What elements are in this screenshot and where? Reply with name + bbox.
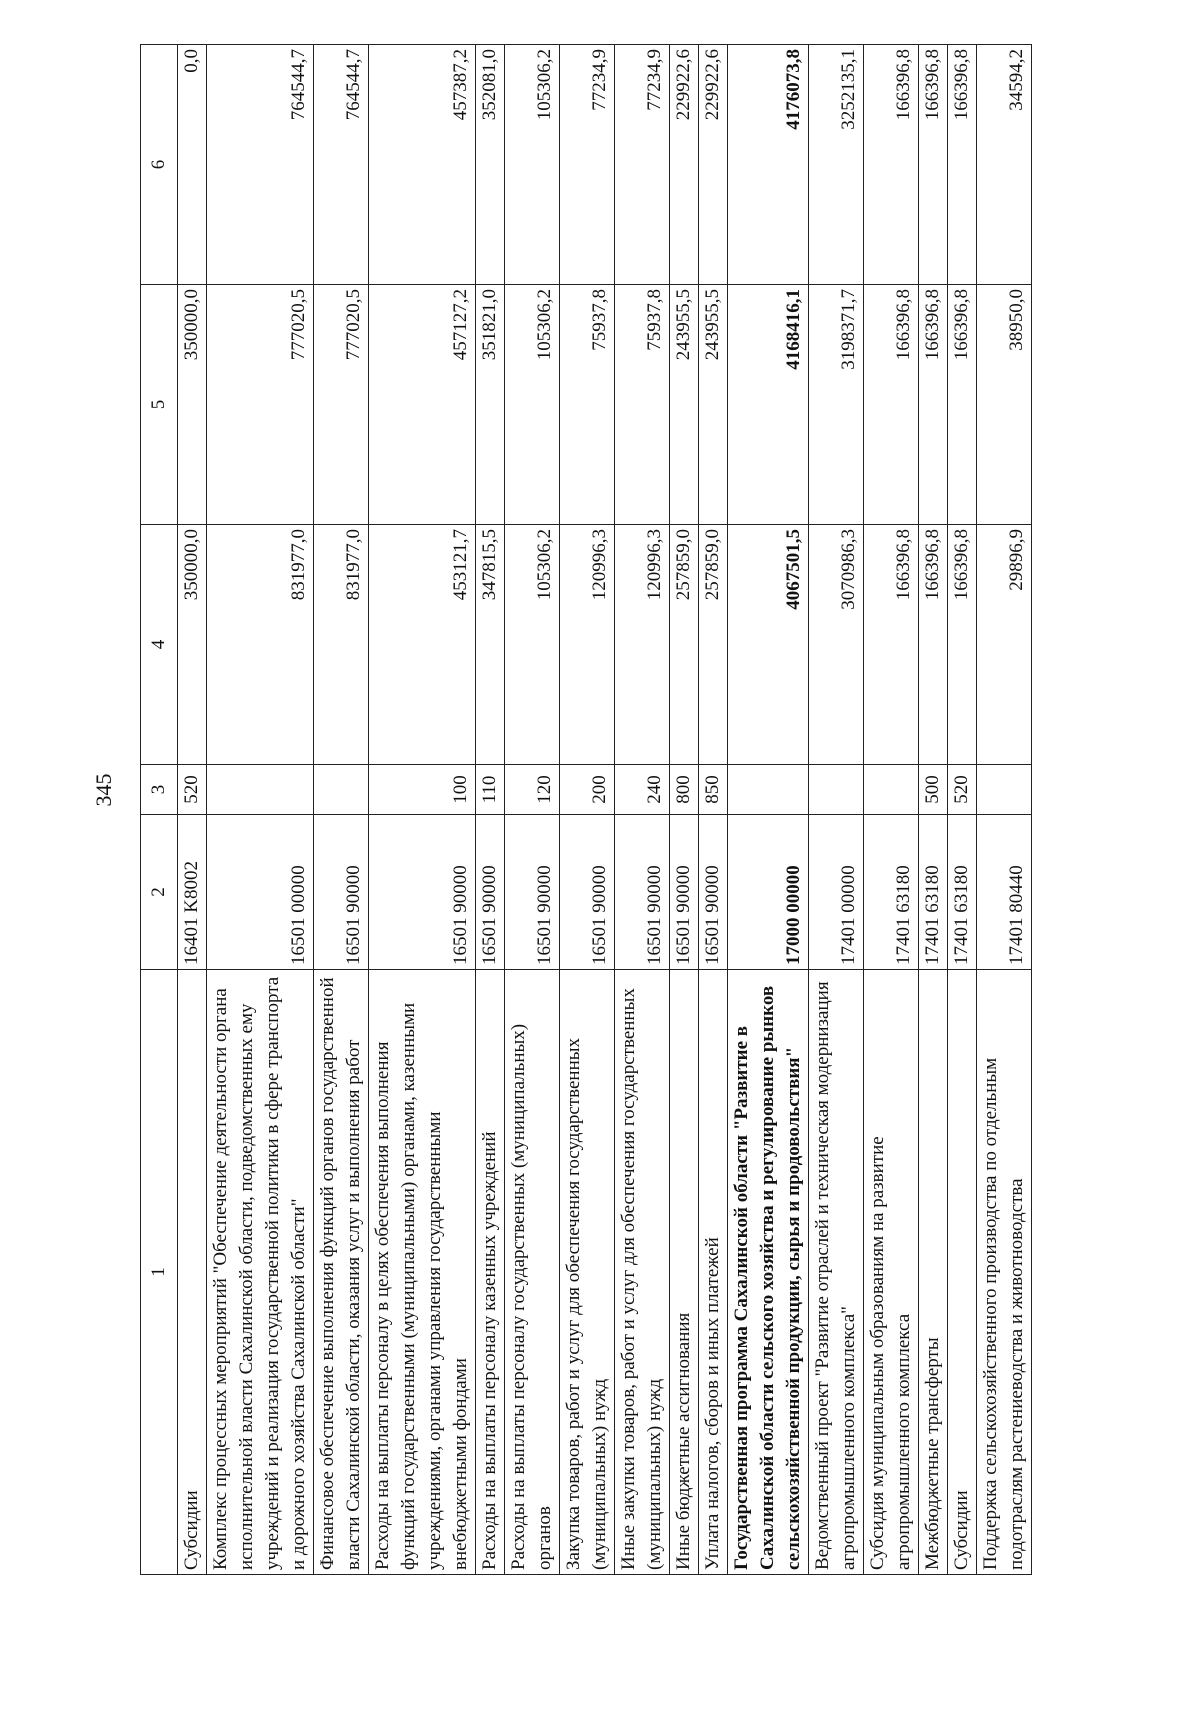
row-value-col6: 4176073,8 <box>728 45 809 285</box>
row-type-cell <box>809 765 864 815</box>
row-value-col4: 350000,0 <box>178 525 207 765</box>
row-value-col6: 166396,8 <box>948 45 977 285</box>
row-value-col6: 229922,6 <box>699 45 728 285</box>
row-value-col6: 352081,0 <box>476 45 505 285</box>
row-code-cell: 17401 63180 <box>919 815 948 970</box>
row-name-cell: Расходы на выплаты персоналу казенных учреждений <box>476 970 505 1575</box>
row-code-cell: 16501 90000 <box>670 815 699 970</box>
row-name-cell: Государственная программа Сахалинской области "Развитие в Сахалинской области сельского хозяйства и регулирование рынков сельскохозяйственной продукции, сырья и продовольствия" <box>728 970 809 1575</box>
row-value-col5: 166396,8 <box>919 285 948 525</box>
row-value-col4: 831977,0 <box>207 525 314 765</box>
col-header: 3 <box>141 765 178 815</box>
table-row <box>728 45 809 1575</box>
rotated-page <box>140 0 1040 1575</box>
row-value-col6: 764544,7 <box>207 45 314 285</box>
row-value-col4: 105306,2 <box>505 525 560 765</box>
row-type-cell: 120 <box>505 765 560 815</box>
row-code-cell: 16501 90000 <box>369 815 476 970</box>
table-row <box>948 45 977 1575</box>
row-value-col6: 77234,9 <box>560 45 615 285</box>
row-type-cell: 110 <box>476 765 505 815</box>
page-number: 345 <box>91 773 116 807</box>
row-value-col5: 777020,5 <box>207 285 314 525</box>
table-row <box>615 45 670 1575</box>
row-value-col6: 3252135,1 <box>809 45 864 285</box>
row-type-cell: 520 <box>948 765 977 815</box>
row-type-cell: 240 <box>615 765 670 815</box>
row-type-cell <box>977 765 1032 815</box>
row-value-col6: 0,0 <box>178 45 207 285</box>
row-name-cell: Расходы на выплаты персоналу в целях обеспечения выполнения функций государственными (муниципальными) органами, казенными учреждениями, органами управления государственными внебюджетными фондами <box>369 970 476 1575</box>
row-value-col4: 831977,0 <box>314 525 369 765</box>
row-value-col5: 3198371,7 <box>809 285 864 525</box>
row-value-col6: 229922,6 <box>670 45 699 285</box>
table-row <box>505 45 560 1575</box>
row-code-cell: 16501 90000 <box>505 815 560 970</box>
row-code-cell: 16501 90000 <box>560 815 615 970</box>
row-value-col5: 350000,0 <box>178 285 207 525</box>
row-value-col6: 457387,2 <box>369 45 476 285</box>
row-type-cell: 200 <box>560 765 615 815</box>
table-row <box>314 45 369 1575</box>
row-value-col5: 105306,2 <box>505 285 560 525</box>
row-value-col4: 453121,7 <box>369 525 476 765</box>
table-row <box>476 45 505 1575</box>
row-value-col6: 764544,7 <box>314 45 369 285</box>
table-row <box>864 45 919 1575</box>
row-value-col6: 166396,8 <box>919 45 948 285</box>
row-name-cell: Комплекс процессных мероприятий "Обеспечение деятельности органа исполнительной власти Сахалинской области, подведомственных ему учреждений и реализация государственной политики в сфере транспорта и дорожного хозяйства Сахалинской области" <box>207 970 314 1575</box>
row-value-col6: 77234,9 <box>615 45 670 285</box>
row-value-col5: 351821,0 <box>476 285 505 525</box>
table-row <box>369 45 476 1575</box>
row-code-cell: 16501 90000 <box>699 815 728 970</box>
row-value-col4: 120996,3 <box>560 525 615 765</box>
row-type-cell: 500 <box>919 765 948 815</box>
row-code-cell: 17401 00000 <box>809 815 864 970</box>
row-value-col5: 4168416,1 <box>728 285 809 525</box>
row-name-cell: Уплата налогов, сборов и иных платежей <box>699 970 728 1575</box>
row-value-col6: 34594,2 <box>977 45 1032 285</box>
row-type-cell <box>864 765 919 815</box>
row-value-col4: 120996,3 <box>615 525 670 765</box>
row-name-cell: Иные бюджетные ассигнования <box>670 970 699 1575</box>
row-type-cell <box>314 765 369 815</box>
row-value-col5: 166396,8 <box>948 285 977 525</box>
row-name-cell: Иные закупки товаров, работ и услуг для обеспечения государственных (муниципальных) нужд <box>615 970 670 1575</box>
row-code-cell: 16501 90000 <box>615 815 670 970</box>
row-value-col5: 243955,5 <box>699 285 728 525</box>
row-value-col4: 4067501,5 <box>728 525 809 765</box>
row-value-col4: 29896,9 <box>977 525 1032 765</box>
row-value-col4: 3070986,3 <box>809 525 864 765</box>
table-row <box>207 45 314 1575</box>
row-value-col6: 105306,2 <box>505 45 560 285</box>
col-header: 4 <box>141 525 178 765</box>
table-row <box>178 45 207 1575</box>
row-name-cell: Межбюджетные трансферты <box>919 970 948 1575</box>
table-row <box>670 45 699 1575</box>
table-row <box>699 45 728 1575</box>
row-code-cell: 16501 00000 <box>207 815 314 970</box>
table-row <box>809 45 864 1575</box>
row-name-cell: Ведомственный проект "Развитие отраслей и техническая модернизация агропромышленного комплекса" <box>809 970 864 1575</box>
row-code-cell: 17401 80440 <box>977 815 1032 970</box>
row-value-col4: 166396,8 <box>948 525 977 765</box>
row-value-col5: 243955,5 <box>670 285 699 525</box>
row-code-cell: 16501 90000 <box>476 815 505 970</box>
table-row <box>977 45 1032 1575</box>
row-type-cell: 100 <box>369 765 476 815</box>
row-value-col4: 166396,8 <box>864 525 919 765</box>
row-code-cell: 17401 63180 <box>864 815 919 970</box>
row-name-cell: Закупка товаров, работ и услуг для обеспечения государственных (муниципальных) нужд <box>560 970 615 1575</box>
row-value-col5: 75937,8 <box>560 285 615 525</box>
row-type-cell <box>728 765 809 815</box>
table-row <box>919 45 948 1575</box>
row-value-col5: 457127,2 <box>369 285 476 525</box>
row-code-cell: 16501 90000 <box>314 815 369 970</box>
col-header: 1 <box>141 970 178 1575</box>
row-value-col5: 38950,0 <box>977 285 1032 525</box>
row-value-col5: 75937,8 <box>615 285 670 525</box>
budget-table <box>140 44 1032 1575</box>
row-value-col4: 257859,0 <box>699 525 728 765</box>
header-row <box>141 45 178 1575</box>
row-value-col4: 166396,8 <box>919 525 948 765</box>
row-value-col4: 257859,0 <box>670 525 699 765</box>
row-code-cell: 16401 K8002 <box>178 815 207 970</box>
row-name-cell: Субсидии <box>948 970 977 1575</box>
col-header: 2 <box>141 815 178 970</box>
row-value-col5: 777020,5 <box>314 285 369 525</box>
row-type-cell: 800 <box>670 765 699 815</box>
col-header: 5 <box>141 285 178 525</box>
row-name-cell: Субсидии <box>178 970 207 1575</box>
row-name-cell: Финансовое обеспечение выполнения функций органов государственной власти Сахалинской области, оказания услуг и выполнения работ <box>314 970 369 1575</box>
row-name-cell: Субсидия муниципальным образованиям на развитие агропромышленного комплекса <box>864 970 919 1575</box>
row-code-cell: 17401 63180 <box>948 815 977 970</box>
row-value-col6: 166396,8 <box>864 45 919 285</box>
row-type-cell: 850 <box>699 765 728 815</box>
row-code-cell: 17000 00000 <box>728 815 809 970</box>
row-name-cell: Поддержка сельскохозяйственного производства по отдельным подотраслям растениеводства и животноводства <box>977 970 1032 1575</box>
row-value-col5: 166396,8 <box>864 285 919 525</box>
row-type-cell: 520 <box>178 765 207 815</box>
table-row <box>560 45 615 1575</box>
col-header: 6 <box>141 45 178 285</box>
row-type-cell <box>207 765 314 815</box>
row-name-cell: Расходы на выплаты персоналу государственных (муниципальных) органов <box>505 970 560 1575</box>
row-value-col4: 347815,5 <box>476 525 505 765</box>
